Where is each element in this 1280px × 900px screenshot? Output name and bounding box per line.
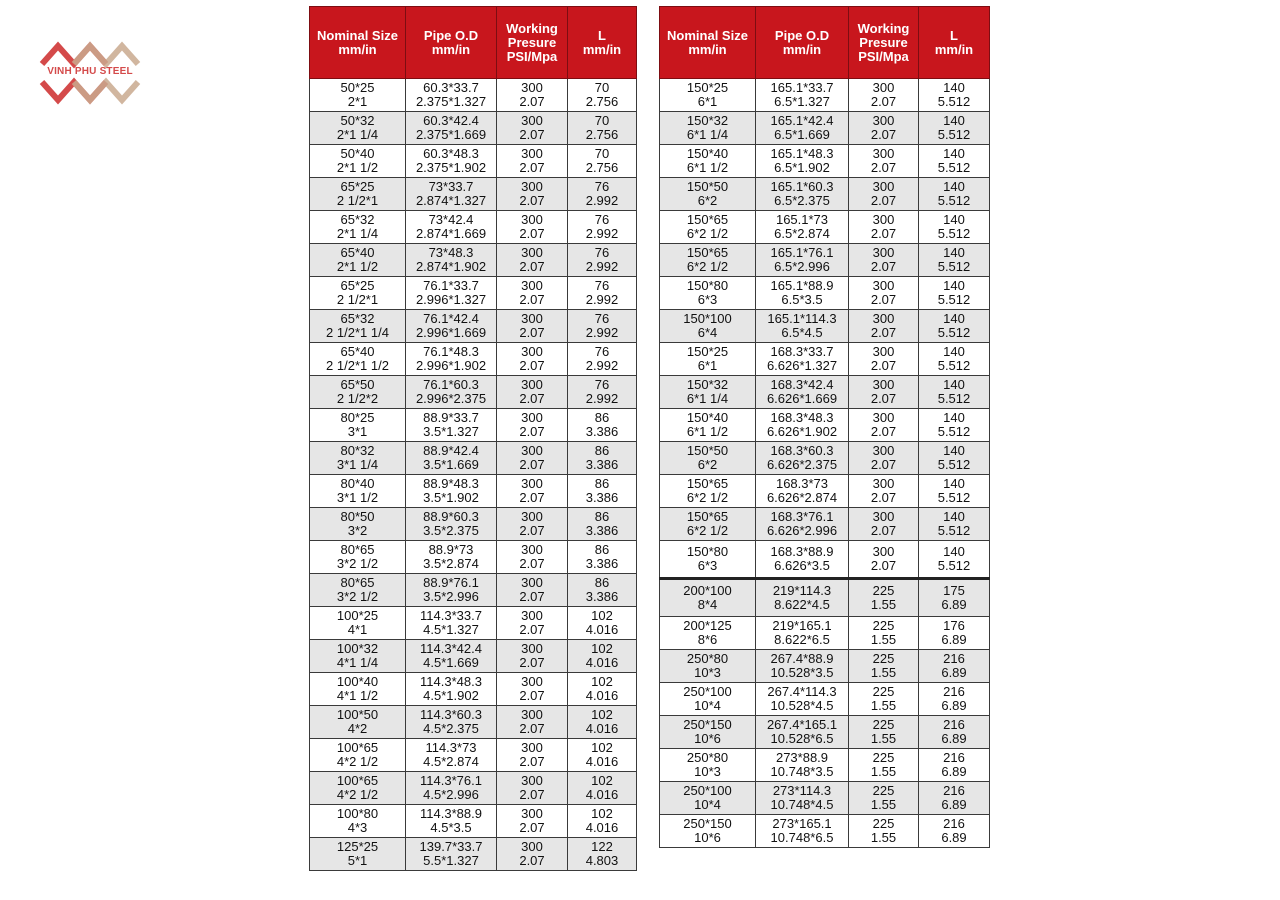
length-cell: 175 6.89 xyxy=(919,579,990,617)
pipe-od-cell: 114.3*73 4.5*2.874 xyxy=(406,739,497,772)
pipe-od-cell: 168.3*73 6.626*2.874 xyxy=(756,475,849,508)
table-row xyxy=(310,112,637,145)
table-row xyxy=(310,607,637,640)
nominal-size-cell: 100*25 4*1 xyxy=(310,607,406,640)
pressure-cell: 300 2.07 xyxy=(849,409,919,442)
pressure-cell: 225 1.55 xyxy=(849,749,919,782)
pipe-od-cell: 165.1*60.3 6.5*2.375 xyxy=(756,178,849,211)
table-row xyxy=(660,79,990,112)
pipe-od-cell: 60.3*33.7 2.375*1.327 xyxy=(406,79,497,112)
pipe-od-cell: 273*88.9 10.748*3.5 xyxy=(756,749,849,782)
length-cell: 86 3.386 xyxy=(568,409,637,442)
spec-table-left xyxy=(309,6,637,871)
length-cell: 140 5.512 xyxy=(919,442,990,475)
pressure-cell: 300 2.07 xyxy=(497,475,568,508)
table-row xyxy=(310,376,637,409)
nominal-size-cell: 150*40 6*1 1/2 xyxy=(660,145,756,178)
length-cell: 176 6.89 xyxy=(919,617,990,650)
pipe-od-cell: 76.1*42.4 2.996*1.669 xyxy=(406,310,497,343)
pipe-od-cell: 168.3*33.7 6.626*1.327 xyxy=(756,343,849,376)
pipe-od-cell: 114.3*48.3 4.5*1.902 xyxy=(406,673,497,706)
nominal-size-cell: 150*65 6*2 1/2 xyxy=(660,475,756,508)
nominal-size-cell: 80*25 3*1 xyxy=(310,409,406,442)
length-cell: 140 5.512 xyxy=(919,343,990,376)
pressure-cell: 300 2.07 xyxy=(849,277,919,310)
pressure-cell: 300 2.07 xyxy=(497,145,568,178)
table-row xyxy=(660,343,990,376)
nominal-size-cell: 150*65 6*2 1/2 xyxy=(660,211,756,244)
nominal-size-cell: 250*80 10*3 xyxy=(660,650,756,683)
pipe-od-cell: 165.1*114.3 6.5*4.5 xyxy=(756,310,849,343)
pipe-od-cell: 88.9*42.4 3.5*1.669 xyxy=(406,442,497,475)
pipe-od-cell: 168.3*60.3 6.626*2.375 xyxy=(756,442,849,475)
pressure-cell: 300 2.07 xyxy=(497,508,568,541)
length-cell: 140 5.512 xyxy=(919,508,990,541)
nominal-size-cell: 100*40 4*1 1/2 xyxy=(310,673,406,706)
nominal-size-cell: 80*50 3*2 xyxy=(310,508,406,541)
pressure-cell: 300 2.07 xyxy=(849,244,919,277)
pipe-od-cell: 88.9*48.3 3.5*1.902 xyxy=(406,475,497,508)
table-row xyxy=(310,574,637,607)
nominal-size-cell: 80*65 3*2 1/2 xyxy=(310,541,406,574)
length-cell: 76 2.992 xyxy=(568,310,637,343)
pressure-cell: 300 2.07 xyxy=(497,640,568,673)
nominal-size-cell: 100*32 4*1 1/4 xyxy=(310,640,406,673)
length-cell: 70 2.756 xyxy=(568,145,637,178)
header-nominal-size: Nominal Size mm/in xyxy=(660,7,756,79)
pipe-od-cell: 114.3*42.4 4.5*1.669 xyxy=(406,640,497,673)
pipe-od-cell: 165.1*73 6.5*2.874 xyxy=(756,211,849,244)
length-cell: 140 5.512 xyxy=(919,541,990,579)
pipe-od-cell: 165.1*42.4 6.5*1.669 xyxy=(756,112,849,145)
length-cell: 140 5.512 xyxy=(919,145,990,178)
table-row xyxy=(310,277,637,310)
table-row xyxy=(310,739,637,772)
nominal-size-cell: 150*50 6*2 xyxy=(660,178,756,211)
pipe-od-cell: 73*33.7 2.874*1.327 xyxy=(406,178,497,211)
table-row xyxy=(660,782,990,815)
table-row xyxy=(310,838,637,871)
pipe-od-cell: 267.4*88.9 10.528*3.5 xyxy=(756,650,849,683)
pipe-od-cell: 168.3*42.4 6.626*1.669 xyxy=(756,376,849,409)
pressure-cell: 300 2.07 xyxy=(497,574,568,607)
header-pipe-od: Pipe O.D mm/in xyxy=(406,7,497,79)
table-row xyxy=(310,673,637,706)
length-cell: 76 2.992 xyxy=(568,211,637,244)
pipe-od-cell: 165.1*76.1 6.5*2.996 xyxy=(756,244,849,277)
table-row xyxy=(310,178,637,211)
pipe-od-cell: 76.1*48.3 2.996*1.902 xyxy=(406,343,497,376)
length-cell: 216 6.89 xyxy=(919,749,990,782)
nominal-size-cell: 150*40 6*1 1/2 xyxy=(660,409,756,442)
nominal-size-cell: 250*150 10*6 xyxy=(660,716,756,749)
pressure-cell: 300 2.07 xyxy=(849,541,919,579)
pressure-cell: 300 2.07 xyxy=(497,838,568,871)
pipe-od-cell: 219*165.1 8.622*6.5 xyxy=(756,617,849,650)
pressure-cell: 300 2.07 xyxy=(849,475,919,508)
table-row xyxy=(660,145,990,178)
pressure-cell: 300 2.07 xyxy=(849,112,919,145)
pipe-od-cell: 88.9*60.3 3.5*2.375 xyxy=(406,508,497,541)
table-row xyxy=(660,376,990,409)
nominal-size-cell: 65*25 2 1/2*1 xyxy=(310,178,406,211)
header-pipe-od: Pipe O.D mm/in xyxy=(756,7,849,79)
pressure-cell: 300 2.07 xyxy=(849,508,919,541)
length-cell: 140 5.512 xyxy=(919,178,990,211)
length-cell: 102 4.016 xyxy=(568,640,637,673)
table-row xyxy=(310,772,637,805)
table-row xyxy=(660,579,990,617)
nominal-size-cell: 80*40 3*1 1/2 xyxy=(310,475,406,508)
header-working-pressure: Working Presure PSI/Mpa xyxy=(497,7,568,79)
pipe-od-cell: 73*48.3 2.874*1.902 xyxy=(406,244,497,277)
table-row xyxy=(310,145,637,178)
table-header-row xyxy=(660,7,990,79)
pressure-cell: 225 1.55 xyxy=(849,716,919,749)
pipe-od-cell: 88.9*76.1 3.5*2.996 xyxy=(406,574,497,607)
pressure-cell: 225 1.55 xyxy=(849,650,919,683)
table-row xyxy=(660,310,990,343)
table-row xyxy=(660,475,990,508)
length-cell: 102 4.016 xyxy=(568,805,637,838)
length-cell: 102 4.016 xyxy=(568,706,637,739)
table-row xyxy=(660,112,990,145)
table-row xyxy=(310,79,637,112)
table-row xyxy=(660,683,990,716)
nominal-size-cell: 150*32 6*1 1/4 xyxy=(660,376,756,409)
pipe-od-cell: 267.4*165.1 10.528*6.5 xyxy=(756,716,849,749)
table-row xyxy=(660,211,990,244)
length-cell: 216 6.89 xyxy=(919,716,990,749)
nominal-size-cell: 200*125 8*6 xyxy=(660,617,756,650)
pressure-cell: 300 2.07 xyxy=(497,706,568,739)
nominal-size-cell: 150*65 6*2 1/2 xyxy=(660,508,756,541)
length-cell: 140 5.512 xyxy=(919,79,990,112)
nominal-size-cell: 250*150 10*6 xyxy=(660,815,756,848)
table-row xyxy=(660,541,990,579)
length-cell: 76 2.992 xyxy=(568,277,637,310)
length-cell: 140 5.512 xyxy=(919,310,990,343)
pipe-od-cell: 165.1*33.7 6.5*1.327 xyxy=(756,79,849,112)
table-row xyxy=(660,508,990,541)
length-cell: 76 2.992 xyxy=(568,343,637,376)
vinh-phu-steel-logo xyxy=(36,40,142,106)
nominal-size-cell: 150*25 6*1 xyxy=(660,79,756,112)
pressure-cell: 300 2.07 xyxy=(497,607,568,640)
nominal-size-cell: 65*40 2 1/2*1 1/2 xyxy=(310,343,406,376)
pressure-cell: 300 2.07 xyxy=(497,178,568,211)
table-row xyxy=(310,211,637,244)
pipe-od-cell: 273*165.1 10.748*6.5 xyxy=(756,815,849,848)
length-cell: 140 5.512 xyxy=(919,475,990,508)
length-cell: 76 2.992 xyxy=(568,178,637,211)
nominal-size-cell: 150*32 6*1 1/4 xyxy=(660,112,756,145)
header-nominal-size: Nominal Size mm/in xyxy=(310,7,406,79)
pipe-od-cell: 60.3*48.3 2.375*1.902 xyxy=(406,145,497,178)
pipe-od-cell: 139.7*33.7 5.5*1.327 xyxy=(406,838,497,871)
nominal-size-cell: 150*65 6*2 1/2 xyxy=(660,244,756,277)
length-cell: 86 3.386 xyxy=(568,541,637,574)
nominal-size-cell: 65*32 2*1 1/4 xyxy=(310,211,406,244)
length-cell: 102 4.016 xyxy=(568,673,637,706)
nominal-size-cell: 50*32 2*1 1/4 xyxy=(310,112,406,145)
nominal-size-cell: 250*100 10*4 xyxy=(660,683,756,716)
nominal-size-cell: 125*25 5*1 xyxy=(310,838,406,871)
pressure-cell: 300 2.07 xyxy=(497,409,568,442)
nominal-size-cell: 200*100 8*4 xyxy=(660,579,756,617)
pressure-cell: 300 2.07 xyxy=(849,376,919,409)
pressure-cell: 300 2.07 xyxy=(849,343,919,376)
table-row xyxy=(310,475,637,508)
table-row xyxy=(660,277,990,310)
nominal-size-cell: 65*40 2*1 1/2 xyxy=(310,244,406,277)
table-row xyxy=(660,749,990,782)
length-cell: 140 5.512 xyxy=(919,376,990,409)
table-row xyxy=(310,640,637,673)
table-row xyxy=(310,805,637,838)
table-row xyxy=(310,442,637,475)
header-length: L mm/in xyxy=(568,7,637,79)
pipe-od-cell: 219*114.3 8.622*4.5 xyxy=(756,579,849,617)
pipe-od-cell: 168.3*48.3 6.626*1.902 xyxy=(756,409,849,442)
length-cell: 76 2.992 xyxy=(568,244,637,277)
length-cell: 86 3.386 xyxy=(568,442,637,475)
table-header-row xyxy=(310,7,637,79)
pressure-cell: 300 2.07 xyxy=(497,805,568,838)
pressure-cell: 300 2.07 xyxy=(497,79,568,112)
nominal-size-cell: 100*65 4*2 1/2 xyxy=(310,772,406,805)
pipe-od-cell: 165.1*88.9 6.5*3.5 xyxy=(756,277,849,310)
nominal-size-cell: 100*80 4*3 xyxy=(310,805,406,838)
nominal-size-cell: 100*50 4*2 xyxy=(310,706,406,739)
pressure-cell: 300 2.07 xyxy=(497,739,568,772)
pressure-cell: 300 2.07 xyxy=(497,772,568,805)
pressure-cell: 300 2.07 xyxy=(497,343,568,376)
length-cell: 216 6.89 xyxy=(919,650,990,683)
length-cell: 70 2.756 xyxy=(568,79,637,112)
pressure-cell: 300 2.07 xyxy=(497,112,568,145)
pressure-cell: 300 2.07 xyxy=(497,673,568,706)
pressure-cell: 300 2.07 xyxy=(497,211,568,244)
pressure-cell: 225 1.55 xyxy=(849,782,919,815)
nominal-size-cell: 250*80 10*3 xyxy=(660,749,756,782)
length-cell: 102 4.016 xyxy=(568,607,637,640)
nominal-size-cell: 100*65 4*2 1/2 xyxy=(310,739,406,772)
logo-wordmark: VINH PHU STEEL xyxy=(47,66,133,77)
nominal-size-cell: 80*32 3*1 1/4 xyxy=(310,442,406,475)
nominal-size-cell: 50*25 2*1 xyxy=(310,79,406,112)
spec-table-right xyxy=(659,6,990,848)
pipe-od-cell: 267.4*114.3 10.528*4.5 xyxy=(756,683,849,716)
length-cell: 76 2.992 xyxy=(568,376,637,409)
pressure-cell: 225 1.55 xyxy=(849,579,919,617)
table-row xyxy=(660,815,990,848)
nominal-size-cell: 150*80 6*3 xyxy=(660,277,756,310)
nominal-size-cell: 80*65 3*2 1/2 xyxy=(310,574,406,607)
header-working-pressure: Working Presure PSI/Mpa xyxy=(849,7,919,79)
pressure-cell: 300 2.07 xyxy=(497,244,568,277)
pressure-cell: 300 2.07 xyxy=(497,442,568,475)
pressure-cell: 300 2.07 xyxy=(849,79,919,112)
nominal-size-cell: 65*50 2 1/2*2 xyxy=(310,376,406,409)
pressure-cell: 300 2.07 xyxy=(849,145,919,178)
pipe-od-cell: 114.3*76.1 4.5*2.996 xyxy=(406,772,497,805)
pipe-od-cell: 88.9*73 3.5*2.874 xyxy=(406,541,497,574)
pipe-od-cell: 114.3*88.9 4.5*3.5 xyxy=(406,805,497,838)
pressure-cell: 300 2.07 xyxy=(849,178,919,211)
pressure-cell: 225 1.55 xyxy=(849,683,919,716)
table-row xyxy=(660,409,990,442)
pipe-od-cell: 168.3*88.9 6.626*3.5 xyxy=(756,541,849,579)
nominal-size-cell: 50*40 2*1 1/2 xyxy=(310,145,406,178)
nominal-size-cell: 150*25 6*1 xyxy=(660,343,756,376)
table-row xyxy=(660,617,990,650)
table-row xyxy=(310,343,637,376)
nominal-size-cell: 250*100 10*4 xyxy=(660,782,756,815)
nominal-size-cell: 150*100 6*4 xyxy=(660,310,756,343)
length-cell: 102 4.016 xyxy=(568,772,637,805)
nominal-size-cell: 65*32 2 1/2*1 1/4 xyxy=(310,310,406,343)
length-cell: 70 2.756 xyxy=(568,112,637,145)
length-cell: 140 5.512 xyxy=(919,409,990,442)
length-cell: 216 6.89 xyxy=(919,782,990,815)
table-row xyxy=(660,244,990,277)
nominal-size-cell: 150*50 6*2 xyxy=(660,442,756,475)
pressure-cell: 225 1.55 xyxy=(849,815,919,848)
pipe-od-cell: 168.3*76.1 6.626*2.996 xyxy=(756,508,849,541)
table-row xyxy=(310,409,637,442)
pipe-od-cell: 114.3*33.7 4.5*1.327 xyxy=(406,607,497,640)
table-row xyxy=(310,310,637,343)
pressure-cell: 300 2.07 xyxy=(497,376,568,409)
nominal-size-cell: 65*25 2 1/2*1 xyxy=(310,277,406,310)
pipe-od-cell: 88.9*33.7 3.5*1.327 xyxy=(406,409,497,442)
table-row xyxy=(660,178,990,211)
pressure-cell: 300 2.07 xyxy=(849,442,919,475)
table-row xyxy=(310,244,637,277)
table-row xyxy=(310,541,637,574)
header-length: L mm/in xyxy=(919,7,990,79)
pressure-cell: 300 2.07 xyxy=(849,310,919,343)
length-cell: 140 5.512 xyxy=(919,211,990,244)
length-cell: 140 5.512 xyxy=(919,277,990,310)
pressure-cell: 300 2.07 xyxy=(849,211,919,244)
length-cell: 140 5.512 xyxy=(919,244,990,277)
length-cell: 140 5.512 xyxy=(919,112,990,145)
pipe-od-cell: 76.1*33.7 2.996*1.327 xyxy=(406,277,497,310)
length-cell: 122 4.803 xyxy=(568,838,637,871)
pipe-od-cell: 76.1*60.3 2.996*2.375 xyxy=(406,376,497,409)
table-row xyxy=(660,716,990,749)
pressure-cell: 300 2.07 xyxy=(497,541,568,574)
pipe-od-cell: 73*42.4 2.874*1.669 xyxy=(406,211,497,244)
length-cell: 86 3.386 xyxy=(568,574,637,607)
pipe-od-cell: 165.1*48.3 6.5*1.902 xyxy=(756,145,849,178)
pipe-od-cell: 273*114.3 10.748*4.5 xyxy=(756,782,849,815)
length-cell: 86 3.386 xyxy=(568,475,637,508)
pipe-od-cell: 60.3*42.4 2.375*1.669 xyxy=(406,112,497,145)
pressure-cell: 225 1.55 xyxy=(849,617,919,650)
pressure-cell: 300 2.07 xyxy=(497,310,568,343)
length-cell: 102 4.016 xyxy=(568,739,637,772)
length-cell: 86 3.386 xyxy=(568,508,637,541)
table-row xyxy=(660,442,990,475)
nominal-size-cell: 150*80 6*3 xyxy=(660,541,756,579)
length-cell: 216 6.89 xyxy=(919,683,990,716)
length-cell: 216 6.89 xyxy=(919,815,990,848)
pressure-cell: 300 2.07 xyxy=(497,277,568,310)
pipe-od-cell: 114.3*60.3 4.5*2.375 xyxy=(406,706,497,739)
table-row xyxy=(310,706,637,739)
table-row xyxy=(660,650,990,683)
table-row xyxy=(310,508,637,541)
